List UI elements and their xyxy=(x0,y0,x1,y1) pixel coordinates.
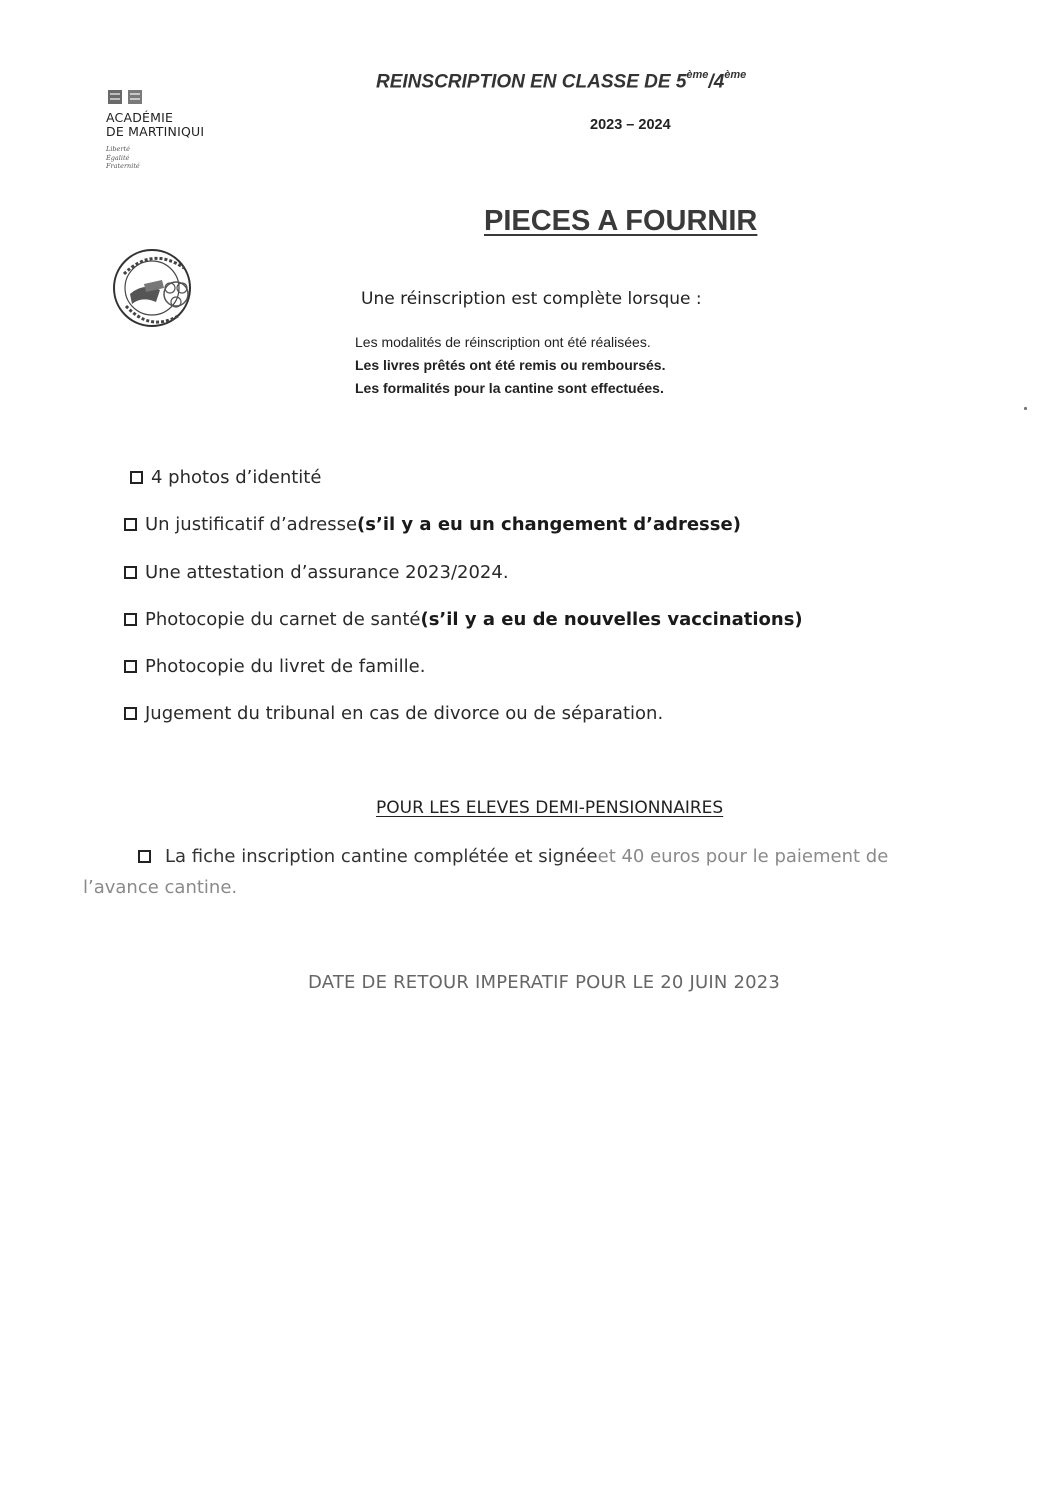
republic-motto xyxy=(106,145,140,171)
checklist-item xyxy=(124,514,741,535)
checklist-text: Jugement du tribunal en cas de divorce ou de séparation. xyxy=(145,703,664,724)
school-year: 2023 – 2024 xyxy=(590,117,671,133)
checklist-item xyxy=(124,656,425,677)
cantine-item xyxy=(138,846,888,867)
cantine-text: La fiche inscription cantine complétée et signée xyxy=(165,846,598,867)
checklist-item xyxy=(124,562,509,583)
checkbox[interactable] xyxy=(124,518,137,531)
condition-item: Les formalités pour la cantine sont effectuées. xyxy=(355,380,664,396)
checklist-text: Photocopie du livret de famille. xyxy=(145,656,426,677)
checklist-note: (s’il y a eu un changement d’adresse) xyxy=(357,514,741,535)
document-title xyxy=(376,71,746,93)
checklist-note: (s’il y a eu de nouvelles vaccinations) xyxy=(420,609,803,630)
checklist-item xyxy=(124,609,803,630)
checkbox[interactable] xyxy=(138,850,151,863)
condition-item: Les modalités de réinscription ont été réalisées. xyxy=(355,334,651,350)
motto-line: Liberté xyxy=(106,145,130,153)
academie-line: DE MARTINIQUI xyxy=(106,124,205,139)
title-superscript: ème xyxy=(724,69,747,81)
motto-line: Fraternité xyxy=(106,162,140,170)
motto-line: Égalité xyxy=(106,153,130,162)
checklist-text: Un justificatif d’adresse xyxy=(145,514,358,535)
college-seal-icon xyxy=(104,244,208,332)
demi-pension-heading: POUR LES ELEVES DEMI-PENSIONNAIRES xyxy=(376,798,724,818)
condition-item: Les livres prêtés ont été remis ou remboursés. xyxy=(355,357,666,373)
academie-line: ACADÉMIE xyxy=(106,110,174,125)
checkbox[interactable] xyxy=(124,613,137,626)
checkbox[interactable] xyxy=(124,566,137,579)
return-deadline: DATE DE RETOUR IMPERATIF POUR LE 20 JUIN 2023 xyxy=(308,972,781,993)
section-heading: PIECES A FOURNIR xyxy=(484,205,758,237)
checklist-text: Une attestation d’assurance 2023/2024. xyxy=(145,562,509,583)
title-main: REINSCRIPTION EN CLASSE DE 5 xyxy=(376,71,687,93)
checkbox[interactable] xyxy=(124,707,137,720)
checklist-item xyxy=(124,703,663,724)
title-separator: /4 xyxy=(708,71,725,93)
scan-speck xyxy=(1024,407,1027,410)
checkbox[interactable] xyxy=(130,471,143,484)
cantine-continuation: l’avance cantine. xyxy=(83,877,238,898)
checklist-text: 4 photos d’identité xyxy=(151,467,322,488)
checkbox[interactable] xyxy=(124,660,137,673)
title-superscript: ème xyxy=(686,69,709,81)
checklist-item xyxy=(130,467,321,488)
intro-text: Une réinscription est complète lorsque : xyxy=(361,289,702,309)
checklist-text: Photocopie du carnet de santé xyxy=(145,609,421,630)
academie-name xyxy=(106,111,204,139)
republique-logo-icon xyxy=(108,90,148,104)
cantine-payment-text: et 40 euros pour le paiement de xyxy=(597,846,889,867)
